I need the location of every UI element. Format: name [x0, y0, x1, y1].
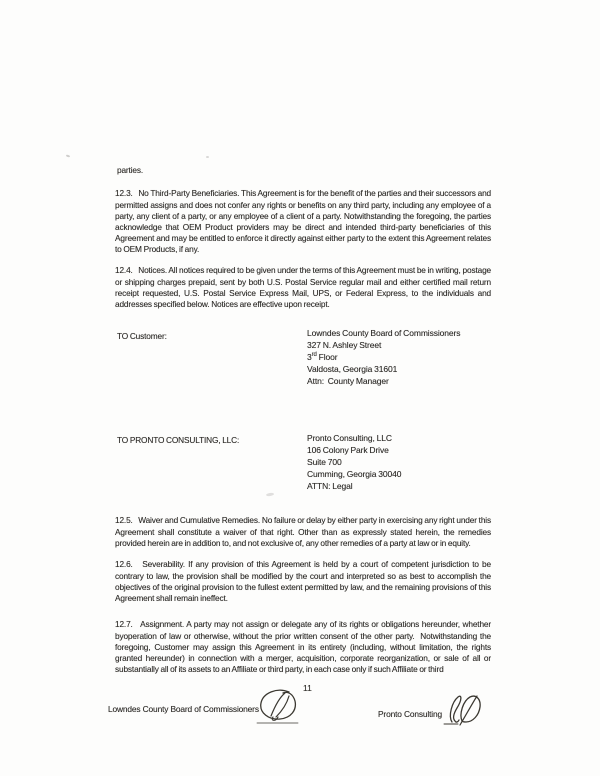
- address-line: 3rd Floor: [307, 351, 338, 362]
- address-line: Suite 700: [307, 456, 342, 467]
- scan-artifact: [266, 492, 274, 496]
- page-number: 11: [303, 683, 312, 693]
- notice-to-pronto-label: TO PRONTO CONSULTING, LLC:: [117, 435, 240, 445]
- notice-to-customer-label: TO Customer:: [117, 331, 167, 341]
- address-line: ATTN: Legal: [307, 480, 353, 491]
- footer-right-party-label: Pronto Consulting: [378, 709, 443, 719]
- section-paragraph-12-3: 12.3. No Third-Party Beneficiaries. This Agreement is for the benefit of the parties and their successors and permitted assigns and does not confer any rights or benefits on any third party, including any employee of a party, any client of a party, or any employee of a client of a party. Notwithstanding the foregoing, the parties acknowledge that OEM Product providers may be direct and intended third-party beneficiaries of this Agreement and may be entitled to enforce it directly against either party to the extent this Agreement relates to OEM Products, if any.: [115, 188, 491, 255]
- left-signature-initials-icon: [255, 688, 301, 725]
- footer-left-party-label: Lowndes County Board of Commissioners: [108, 704, 259, 714]
- address-line: Attn: County Manager: [307, 375, 389, 386]
- pronto-address: [307, 433, 401, 493]
- address-line: Lowndes County Board of Commissioners: [307, 328, 461, 338]
- address-line: 327 N. Ashley Street: [307, 339, 382, 350]
- address-line: Cumming, Georgia 30040: [307, 468, 402, 479]
- address-line: Pronto Consulting, LLC: [307, 433, 392, 443]
- address-line: Valdosta, Georgia 31601: [307, 363, 398, 374]
- customer-address: [307, 328, 460, 388]
- section-paragraph-12-5: 12.5. Waiver and Cumulative Remedies. No failure or delay by either party in exercising any right under this Agreement shall constitute a waiver of that right. Other than as expressly stated herein, the remedies provided herein are in addition to, and not exclusive of, any other remedies of a party at law or in equity.: [115, 515, 491, 548]
- scan-artifact: [66, 154, 70, 157]
- paragraph-parties-fragment: parties.: [117, 165, 144, 176]
- section-paragraph-12-6: 12.6. Severability. If any provision of this Agreement is held by a court of competent jurisdiction to be contrary to law, the provision shall be modified by the court and interpreted so as best to accomplish the objectives of the original provision to the fullest extent permitted by law, and the remaining provisions of this Agreement shall remain ineffect.: [115, 559, 491, 603]
- section-paragraph-12-4: 12.4. Notices. All notices required to be given under the terms of this Agreement must be in writing, postage or shipping charges prepaid, sent by both U.S. Postal Service regular mail and either certified mail return receipt requested, U.S. Postal Service Express Mail, UPS, or Federal Express, to the individuals and addresses specified below. Notices are effective upon receipt.: [115, 265, 491, 309]
- right-signature-initials-icon: [443, 694, 485, 728]
- scan-artifact: [206, 156, 209, 158]
- section-paragraph-12-7: 12.7. Assignment. A party may not assign or delegate any of its rights or obligations hereunder, whether byoperation of law or otherwise, without the prior written consent of the other party. Notwithstanding the foregoing, Customer may assign this Agreement in its entirety (including, without limitation, the rights granted hereunder) in connection with a merger, acquisition, corporate reorganization, or sale of all or substantially all of its assets to an Affiliate or third party, in each case only if such Affiliate or third: [115, 619, 491, 675]
- address-line: 106 Colony Park Drive: [307, 444, 389, 455]
